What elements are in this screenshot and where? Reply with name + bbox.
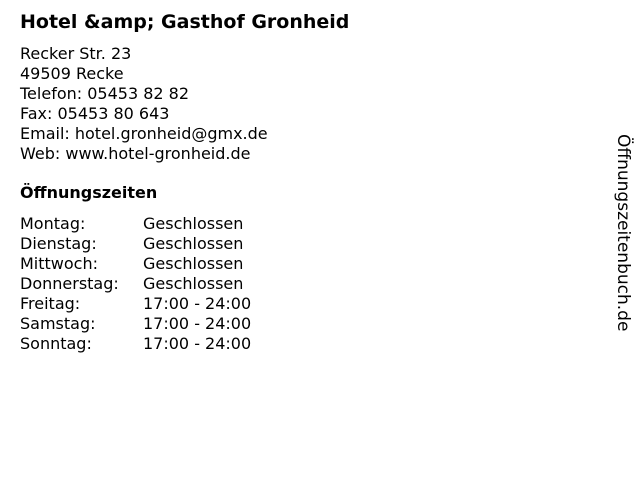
hours-day: Montag: xyxy=(20,214,86,233)
contact-fax: Fax: 05453 80 643 xyxy=(20,104,170,123)
opening-hours-heading: Öffnungszeiten xyxy=(20,183,158,202)
contact-phone: Telefon: 05453 82 82 xyxy=(20,84,190,103)
hours-day: Mittwoch: xyxy=(20,254,98,273)
side-brand-watermark: Öffnungszeitenbuch.de xyxy=(613,134,633,332)
hotel-name: Hotel &amp; Gasthof Gronheid xyxy=(20,11,350,33)
hours-row-saturday xyxy=(20,314,251,334)
hours-day: Donnerstag: xyxy=(20,274,119,293)
contact-email: Email: hotel.gronheid@gmx.de xyxy=(20,124,268,143)
hours-day: Dienstag: xyxy=(20,234,97,253)
hours-row-friday xyxy=(20,294,251,314)
hours-time: 17:00 - 24:00 xyxy=(143,314,252,333)
hours-day: Sonntag: xyxy=(20,334,92,353)
hours-time: 17:00 - 24:00 xyxy=(143,334,252,353)
hours-row-tuesday xyxy=(20,234,251,254)
hours-time: Geschlossen xyxy=(143,234,244,253)
hours-time: Geschlossen xyxy=(143,274,244,293)
contact-web: Web: www.hotel-gronheid.de xyxy=(20,144,251,163)
contact-details xyxy=(20,44,268,164)
opening-hours-list xyxy=(20,214,251,354)
hours-time: Geschlossen xyxy=(143,254,244,273)
hours-time: 17:00 - 24:00 xyxy=(143,294,252,313)
hours-row-sunday xyxy=(20,334,251,354)
contact-street: Recker Str. 23 xyxy=(20,44,132,63)
hours-row-monday xyxy=(20,214,251,234)
hours-row-wednesday xyxy=(20,254,251,274)
hours-day: Freitag: xyxy=(20,294,81,313)
hours-row-thursday xyxy=(20,274,251,294)
hours-time: Geschlossen xyxy=(143,214,244,233)
contact-city: 49509 Recke xyxy=(20,64,124,83)
hours-day: Samstag: xyxy=(20,314,96,333)
